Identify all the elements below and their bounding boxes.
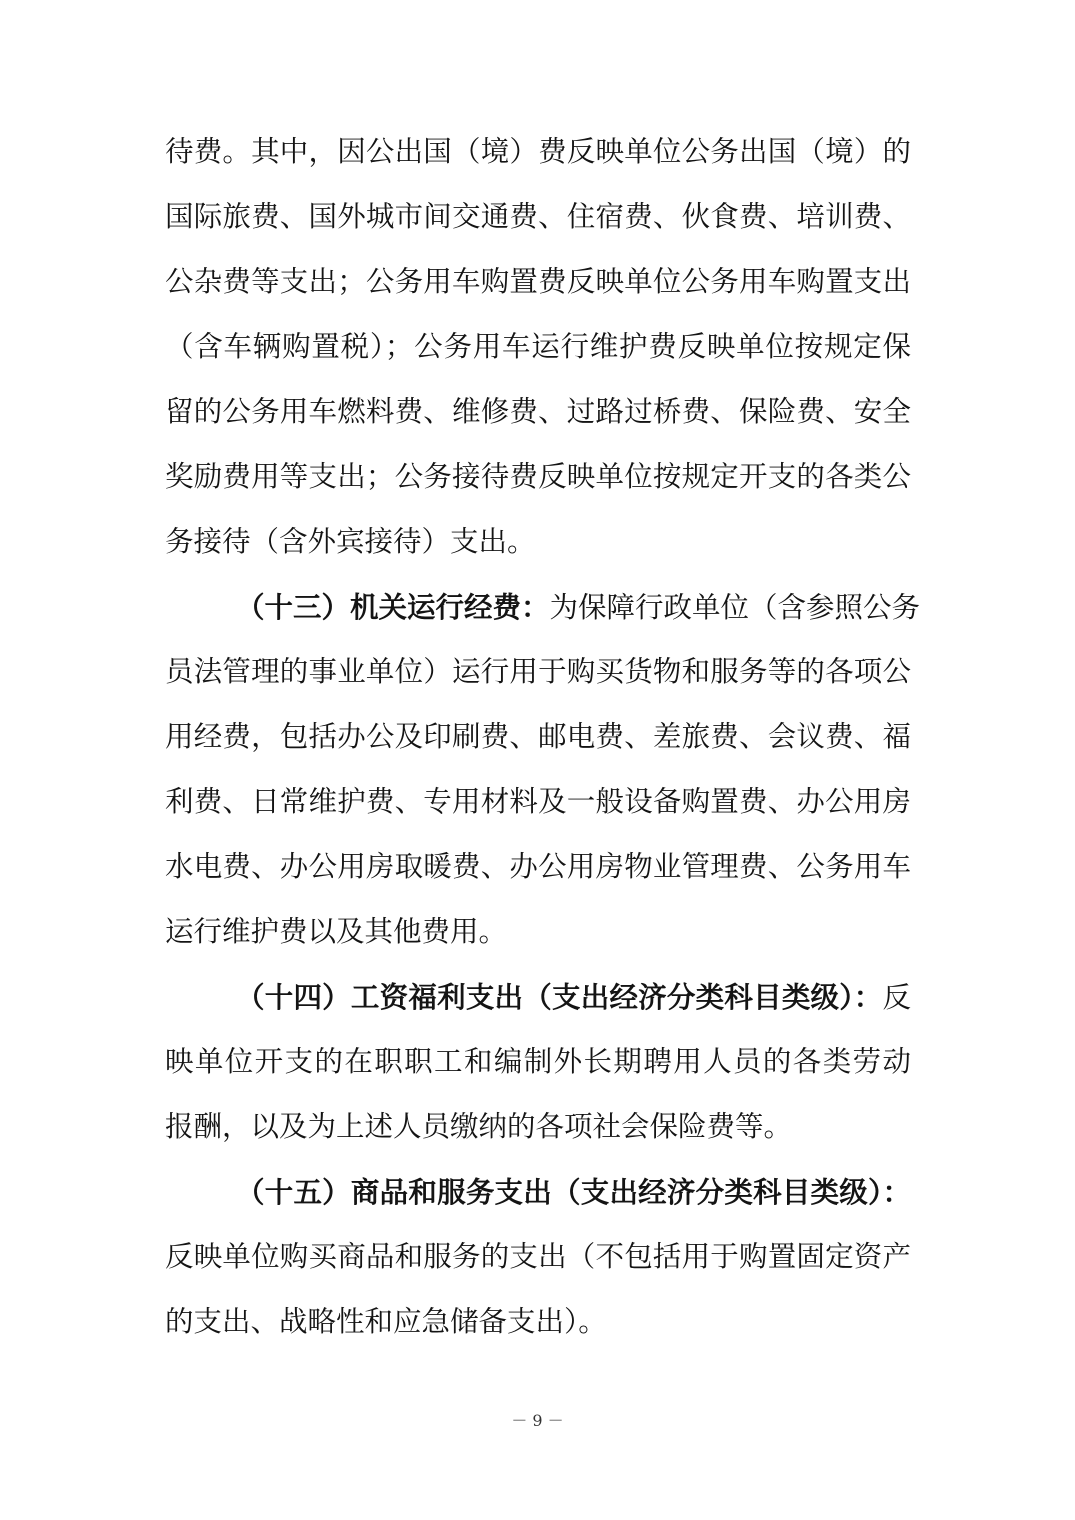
page-number: － 9 － — [511, 1411, 564, 1430]
section-14-heading: （十四）工资福利支出（支出经济分类科目类级）： — [236, 980, 883, 1014]
paragraph-line: 利费、日常维护费、专用材料及一般设备购置费、办公用房 — [165, 785, 911, 818]
paragraph-line: 用经费，包括办公及印刷费、邮电费、差旅费、会议费、福 — [165, 720, 911, 753]
paragraph-line: 待费。其中，因公出国（境）费反映单位公务出国（境）的 — [165, 135, 911, 168]
paragraph-line: 反映单位购买商品和服务的支出（不包括用于购置固定资产 — [165, 1240, 911, 1273]
paragraph-line: 员法管理的事业单位）运行用于购买货物和服务等的各项公 — [165, 655, 911, 688]
section-14-first-text: 反 — [882, 981, 911, 1014]
paragraph-line: 务接待（含外宾接待）支出。 — [165, 525, 536, 558]
section-13-first-text: 为保障行政单位（含参照公务 — [549, 591, 921, 624]
paragraph-line: 运行维护费以及其他费用。 — [165, 915, 508, 948]
section-15-first-line — [236, 1172, 911, 1212]
paragraph-line: 留的公务用车燃料费、维修费、过路过桥费、保险费、安全 — [165, 395, 911, 428]
paragraph-line: 映单位开支的在职职工和编制外长期聘用人员的各类劳动 — [165, 1045, 911, 1078]
section-15-heading: （十五）商品和服务支出（支出经济分类科目类级）： — [236, 1175, 911, 1209]
paragraph-line: （含车辆购置税）；公务用车运行维护费反映单位按规定保 — [165, 330, 911, 363]
section-13-first-line — [236, 587, 921, 627]
section-13-heading: （十三）机关运行经费： — [236, 590, 550, 624]
paragraph-line: 水电费、办公用房取暖费、办公用房物业管理费、公务用车 — [165, 850, 911, 883]
paragraph-line: 奖励费用等支出；公务接待费反映单位按规定开支的各类公 — [165, 460, 911, 493]
paragraph-line: 报酬，以及为上述人员缴纳的各项社会保险费等。 — [165, 1110, 793, 1143]
section-14-first-line — [236, 977, 911, 1017]
paragraph-line: 国际旅费、国外城市间交通费、住宿费、伙食费、培训费、 — [165, 200, 911, 233]
paragraph-line: 的支出、战略性和应急储备支出）。 — [165, 1305, 607, 1338]
paragraph-line: 公杂费等支出；公务用车购置费反映单位公务用车购置支出 — [165, 265, 911, 298]
